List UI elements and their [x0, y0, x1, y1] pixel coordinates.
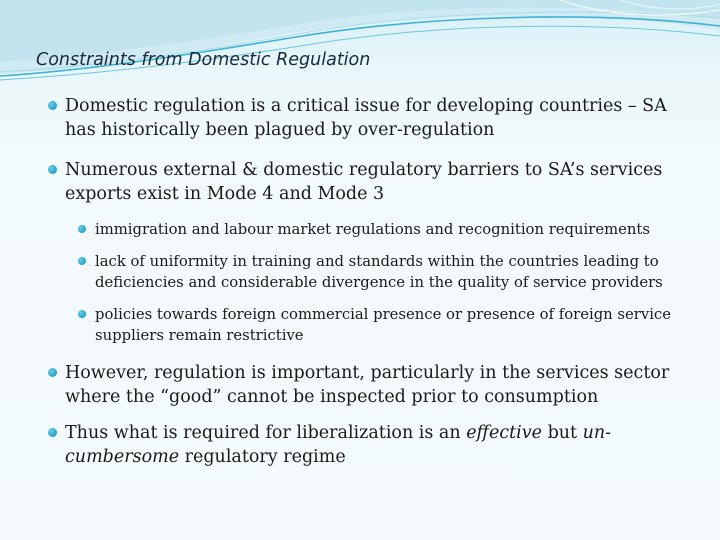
- sub-bullet-item: [78, 304, 688, 347]
- sub-bullet-item: [78, 251, 688, 294]
- bullet-icon: [78, 310, 86, 318]
- bullet-text-part: Thus what is required for liberalization is an: [65, 422, 467, 443]
- bullet-list: [48, 94, 688, 469]
- sub-bullet-text: immigration and labour market regulations and recognition requirements: [95, 221, 650, 238]
- bullet-item: [48, 361, 688, 409]
- bullet-icon: [48, 165, 57, 174]
- bullet-text: Numerous external & domestic regulatory barriers to SA’s services exports exist in Mode 4 and Mode 3: [65, 160, 663, 204]
- bullet-item: [48, 421, 688, 469]
- sub-bullet-text: policies towards foreign commercial presence or presence of foreign service suppliers remain restrictive: [95, 305, 671, 344]
- header-wave-decoration: [0, 0, 720, 90]
- bullet-icon: [78, 225, 86, 233]
- bullet-text: [65, 421, 688, 469]
- bullet-icon: [78, 257, 86, 265]
- bullet-icon: [48, 368, 57, 377]
- slide-title: Constraints from Domestic Regulation: [36, 50, 371, 70]
- sub-bullet-text: lack of uniformity in training and standards within the countries leading to deficiencies and considerable divergence in the quality of service providers: [95, 252, 663, 291]
- sub-bullet-item: [78, 219, 688, 241]
- bullet-icon: [48, 428, 57, 437]
- bullet-text: However, regulation is important, particularly in the services sector where the “good” cannot be inspected prior to consumption: [65, 362, 670, 407]
- bullet-item: [48, 94, 688, 142]
- bullet-text: Domestic regulation is a critical issue for developing countries – SA has historically been plagued by over-regulation: [65, 96, 667, 140]
- emphasis-effective: effective: [466, 422, 542, 443]
- emphasis-uncumbersome: un-cumbersome: [65, 422, 612, 467]
- bullet-text-part: but: [542, 422, 583, 443]
- bullet-text-part: regulatory regime: [179, 446, 346, 467]
- bullet-item: [48, 158, 688, 206]
- bullet-icon: [48, 101, 57, 110]
